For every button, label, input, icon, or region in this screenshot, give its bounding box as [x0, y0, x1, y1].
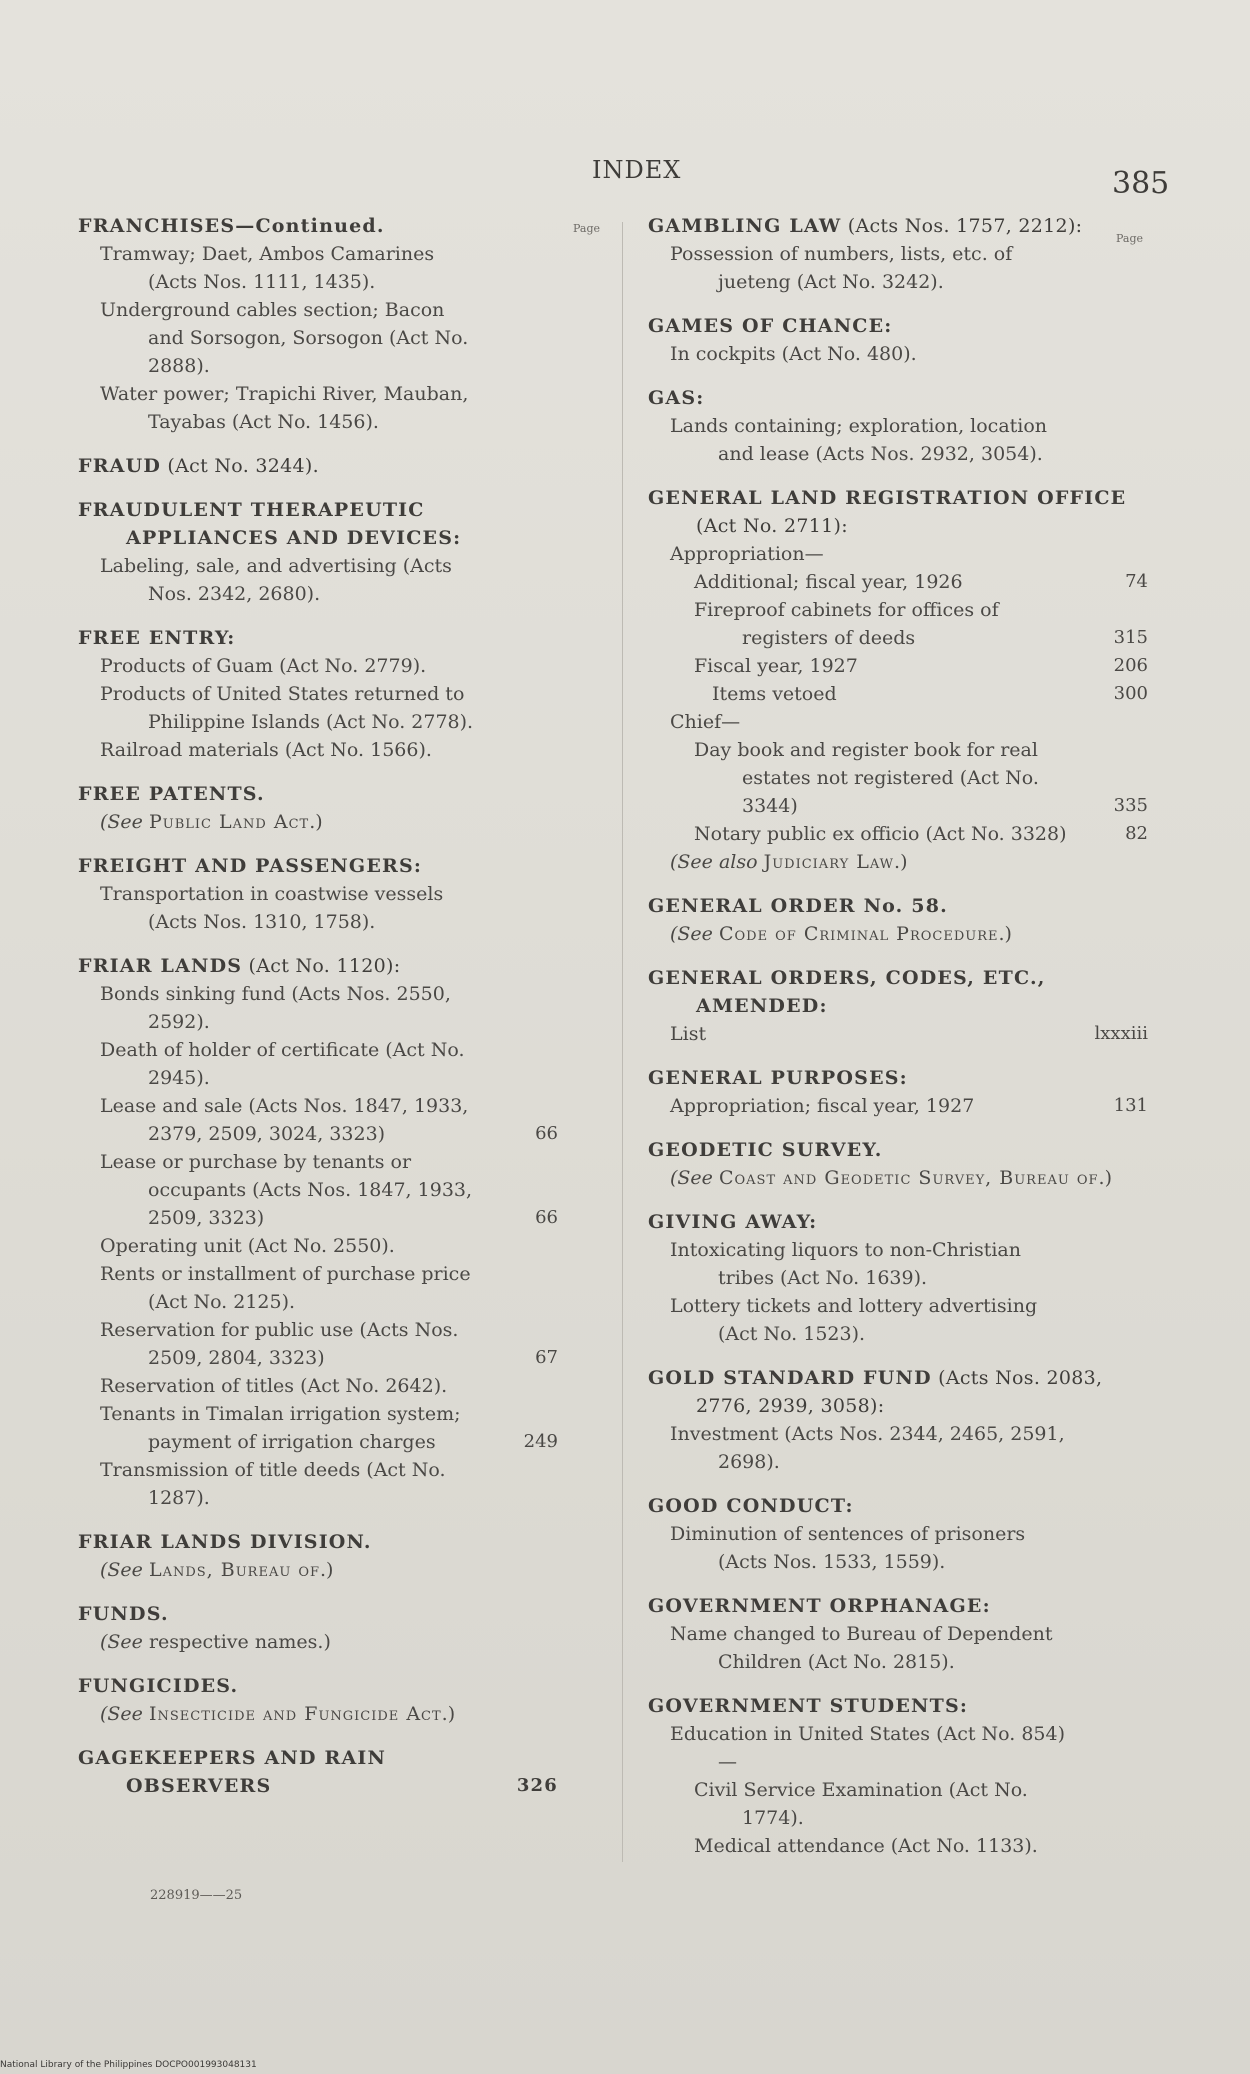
index-column-left [78, 212, 558, 1800]
subentry-line [100, 552, 558, 608]
see-close: .) [894, 851, 908, 873]
heading-text: GAMES OF CHANCE: [648, 315, 893, 337]
subentry-line [100, 736, 558, 764]
subentry-text: Tramway; Daet, Ambos Camarines (Acts Nos. 1111, 1435). [100, 243, 435, 293]
subentry-line [694, 1776, 1148, 1832]
heading-text: GOOD CONDUCT: [648, 1495, 854, 1517]
subentry-text: Transportation in coastwise vessels (Acts Nos. 1310, 1758). [100, 883, 444, 933]
heading-text: FREIGHT AND PASSENGERS: [78, 855, 423, 877]
page-ref: 300 [1113, 683, 1148, 704]
see-reference [670, 920, 1148, 948]
page-ref: 67 [535, 1347, 558, 1368]
index-entry [648, 964, 1148, 1048]
page-ref: 66 [535, 1207, 558, 1228]
see-reference [670, 848, 1148, 876]
subentry-line [100, 1456, 558, 1512]
subentry-text: Items vetoed [712, 683, 837, 705]
subentry-text: List [670, 1023, 707, 1045]
heading-text: FREE ENTRY: [78, 627, 236, 649]
heading-text: GEODETIC SURVEY. [648, 1139, 883, 1161]
subentry-text: Labeling, sale, and advertising (Acts Nos. 2342, 2680). [100, 555, 452, 605]
subentry-line [100, 1036, 558, 1092]
heading-text: FRIAR LANDS [78, 955, 243, 977]
index-entry [78, 1744, 558, 1800]
subentry-text: Death of holder of certificate (Act No. 2945). [100, 1039, 465, 1089]
index-entry [648, 1064, 1148, 1120]
subentry-line [100, 1148, 558, 1232]
subentry-text: Reservation of titles (Act No. 2642). [100, 1375, 448, 1397]
see-close: .) [441, 1703, 456, 1725]
entry-heading [648, 212, 1148, 240]
page-ref: 335 [1113, 795, 1148, 816]
page-ref: 131 [1113, 1095, 1148, 1116]
see-label: (See [100, 1703, 149, 1725]
see-close: .) [309, 811, 323, 833]
subentry-line [100, 1092, 558, 1148]
subentry-text: Appropriation— [670, 543, 824, 565]
see-target: Judiciary Law [763, 851, 895, 873]
entry-heading [648, 1592, 1148, 1620]
subentry-line [100, 680, 558, 736]
subentry-text: Diminution of sentences of prisoners (Acts Nos. 1533, 1559). [670, 1523, 1026, 1573]
subentry-line [694, 820, 1148, 848]
subentry-line [100, 880, 558, 936]
index-column-right [648, 212, 1148, 1860]
index-entry [648, 1364, 1148, 1476]
index-entry [78, 952, 558, 1512]
see-close: respective names.) [148, 1631, 331, 1653]
subentry-text: Education in United States (Act No. 854)— [670, 1723, 1066, 1773]
subentry-text: Additional; fiscal year, 1926 [694, 571, 963, 593]
subentry-text: Day book and register book for real estates not registered (Act No. 3344) [694, 739, 1039, 817]
see-close: .) [320, 1559, 334, 1581]
subentry-line [694, 1832, 1148, 1860]
subentry-text: Civil Service Examination (Act No. 1774). [694, 1779, 1028, 1829]
page-ref: 82 [1125, 823, 1148, 844]
page-number: 385 [1112, 166, 1170, 201]
entry-heading [648, 1208, 1148, 1236]
subentry-text: Medical attendance (Act No. 1133). [694, 1835, 1038, 1857]
subentry-text: Water power; Trapichi River, Mauban, Tayabas (Act No. 1456). [100, 383, 469, 433]
entry-heading [648, 484, 1148, 540]
subentry-text: Railroad materials (Act No. 1566). [100, 739, 432, 761]
heading-text: FREE PATENTS. [78, 783, 265, 805]
see-reference [100, 1700, 558, 1728]
subentry-text: Appropriation; fiscal year, 1927 [670, 1095, 975, 1117]
subentry-line [694, 736, 1148, 820]
heading-text: GENERAL LAND REGISTRATION OFFICE [648, 487, 1127, 509]
index-entry [78, 1528, 558, 1584]
subentry-text: Possession of numbers, lists, etc. of jueteng (Act No. 3242). [670, 243, 1013, 293]
heading-text: GOVERNMENT STUDENTS: [648, 1695, 969, 1717]
subentry-line [670, 1292, 1148, 1348]
entry-heading [648, 312, 1148, 340]
see-target: Code of Criminal Procedure [718, 923, 999, 945]
index-entry [648, 384, 1148, 468]
subentry-line [694, 568, 1148, 596]
page-ref: 206 [1113, 655, 1148, 676]
heading-text: GAS: [648, 387, 705, 409]
subentry-line [670, 1720, 1148, 1776]
subentry-line [100, 240, 558, 296]
page-ref: 74 [1125, 571, 1148, 592]
index-entry [648, 484, 1148, 876]
subentry-line [100, 296, 558, 380]
subentry-line [670, 1420, 1148, 1476]
see-reference [100, 808, 558, 836]
subentry-text: Rents or installment of purchase price (Act No. 2125). [100, 1263, 471, 1313]
entry-heading [78, 624, 558, 652]
subentry-line [694, 652, 1148, 680]
index-entry [648, 1492, 1148, 1576]
page-ref: 315 [1113, 627, 1148, 648]
heading-text: GAGEKEEPERS AND RAIN OBSERVERS [78, 1747, 387, 1797]
index-entry [78, 852, 558, 936]
subentry-line [670, 1620, 1148, 1676]
entry-heading [78, 1600, 558, 1628]
see-label: (See [100, 1559, 149, 1581]
see-target: Public Land Act [148, 811, 310, 833]
entry-heading [78, 1672, 558, 1700]
subentry-text: Lease and sale (Acts Nos. 1847, 1933, 2379, 2509, 3024, 3323) [100, 1095, 469, 1145]
subentry-text: Fiscal year, 1927 [694, 655, 858, 677]
heading-text: FRAUDULENT THERAPEUTIC APPLIANCES AND DEVICES: [78, 499, 462, 549]
heading-rest: (Act No. 1120): [242, 955, 401, 977]
entry-heading [78, 852, 558, 880]
subentry-line [100, 980, 558, 1036]
entry-heading [78, 780, 558, 808]
subentry-text: Bonds sinking fund (Acts Nos. 2550, 2592). [100, 983, 451, 1033]
see-reference [100, 1556, 558, 1584]
entry-heading [648, 892, 1148, 920]
subentry-text: Lands containing; exploration, location and lease (Acts Nos. 2932, 3054). [670, 415, 1048, 465]
see-reference [670, 1164, 1148, 1192]
entry-heading [648, 1136, 1148, 1164]
heading-rest: (Acts Nos. 2083, 2776, 2939, 3058): [696, 1367, 1103, 1417]
subentry-line [100, 652, 558, 680]
see-target: Insecticide and Fungicide Act [148, 1703, 442, 1725]
heading-rest: (Acts Nos. 1757, 2212): [841, 215, 1083, 237]
entry-heading [78, 452, 558, 480]
heading-text: FRAUD [78, 455, 162, 477]
page-ref: 326 [516, 1775, 558, 1796]
heading-text: GOLD STANDARD FUND [648, 1367, 932, 1389]
subentry-line [712, 680, 1148, 708]
subentry-text: In cockpits (Act No. 480). [670, 343, 917, 365]
printer-footnote: 228919——25 [150, 1888, 243, 1903]
subentry-line [670, 240, 1148, 296]
index-entry [648, 312, 1148, 368]
subentry-line [670, 1520, 1148, 1576]
see-label: (See [670, 1167, 719, 1189]
subentry-text: Lease or purchase by tenants or occupants (Acts Nos. 1847, 1933, 2509, 3323) [100, 1151, 473, 1229]
heading-text: FRIAR LANDS DIVISION. [78, 1531, 372, 1553]
heading-text: FUNDS. [78, 1603, 169, 1625]
page-ref: 66 [535, 1123, 558, 1144]
index-entry [78, 1600, 558, 1656]
subentry-text: Products of United States returned to Philippine Islands (Act No. 2778). [100, 683, 474, 733]
subentry-line [670, 1092, 1148, 1120]
entry-heading [648, 1064, 1148, 1092]
subentry-text: Operating unit (Act No. 2550). [100, 1235, 395, 1257]
scan-credit: National Library of the Philippines DOCPO001993048131 [0, 2060, 257, 2070]
index-entry [78, 1672, 558, 1728]
see-close: .) [998, 923, 1012, 945]
subentry-line [100, 1400, 558, 1456]
heading-text: FRANCHISES—Continued. [78, 215, 385, 237]
index-entry [648, 1692, 1148, 1860]
index-entry [78, 212, 558, 436]
entry-heading [648, 384, 1148, 412]
entry-heading [78, 1528, 558, 1556]
subentry-line [670, 412, 1148, 468]
index-entry [78, 452, 558, 480]
index-entry [648, 892, 1148, 948]
subentry-text: Name changed to Bureau of Dependent Children (Act No. 2815). [670, 1623, 1053, 1673]
entry-heading [648, 964, 1148, 1020]
heading-text: GOVERNMENT ORPHANAGE: [648, 1595, 991, 1617]
see-label: (See [100, 811, 149, 833]
see-close: .) [1098, 1167, 1112, 1189]
subentry-line [100, 1232, 558, 1260]
entry-heading [78, 212, 558, 240]
subentry-line [670, 1020, 1148, 1048]
see-reference [100, 1628, 558, 1656]
heading-rest: (Act No. 2711): [696, 515, 848, 537]
heading-text: GENERAL ORDER No. 58. [648, 895, 948, 917]
subentry-line [670, 340, 1148, 368]
subentry-text: Tenants in Timalan irrigation system; payment of irrigation charges [100, 1403, 461, 1453]
see-label: (See [100, 1631, 149, 1653]
subentry-line [694, 596, 1148, 652]
entry-heading [648, 1692, 1148, 1720]
index-entry [648, 212, 1148, 296]
subentry-text: Lottery tickets and lottery advertising (Act No. 1523). [670, 1295, 1038, 1345]
heading-text: GIVING AWAY: [648, 1211, 818, 1233]
index-entry [648, 1208, 1148, 1348]
page-ref: lxxxiii [1094, 1023, 1148, 1044]
entry-heading [78, 496, 558, 552]
heading-text: GENERAL PURPOSES: [648, 1067, 908, 1089]
entry-heading [78, 1744, 558, 1800]
see-target: Lands, Bureau of [148, 1559, 321, 1581]
subentry-line [100, 380, 558, 436]
subentry-text: Fireproof cabinets for offices of registers of deeds [694, 599, 999, 649]
subentry-text: Chief— [670, 711, 741, 733]
subentry-text: Products of Guam (Act No. 2779). [100, 655, 427, 677]
index-entry [648, 1592, 1148, 1676]
heading-text: FUNGICIDES. [78, 1675, 239, 1697]
index-entry [78, 496, 558, 608]
subentry-text: Underground cables section; Bacon and Sorsogon, Sorsogon (Act No. 2888). [100, 299, 469, 377]
subentry-line [670, 1236, 1148, 1292]
heading-text: GAMBLING LAW [648, 215, 842, 237]
entry-heading [648, 1492, 1148, 1520]
column-page-header-right: Page [1116, 232, 1144, 245]
see-target: Coast and Geodetic Survey, Bureau of [718, 1167, 1099, 1189]
page-ref: 249 [523, 1431, 558, 1452]
heading-text: GENERAL ORDERS, CODES, ETC., AMENDED: [648, 967, 1046, 1017]
column-page-header-left: Page [573, 222, 601, 235]
subentry-line [670, 540, 1148, 568]
subentry-line [100, 1372, 558, 1400]
running-head: INDEX [592, 156, 682, 184]
subentry-line [100, 1260, 558, 1316]
subentry-line [670, 708, 1148, 736]
subentry-text: Transmission of title deeds (Act No. 1287). [100, 1459, 446, 1509]
column-divider [622, 222, 623, 1862]
see-label: (See also [670, 851, 764, 873]
subentry-text: Investment (Acts Nos. 2344, 2465, 2591, 2698). [670, 1423, 1065, 1473]
subentry-text: Intoxicating liquors to non-Christian tribes (Act No. 1639). [670, 1239, 1021, 1289]
entry-heading [78, 952, 558, 980]
heading-rest: (Act No. 3244). [161, 455, 319, 477]
index-entry [648, 1136, 1148, 1192]
see-label: (See [670, 923, 719, 945]
entry-heading [648, 1364, 1148, 1420]
subentry-text: Notary public ex officio (Act No. 3328) [694, 823, 1067, 845]
index-entry [78, 624, 558, 764]
subentry-text: Reservation for public use (Acts Nos. 2509, 2804, 3323) [100, 1319, 459, 1369]
subentry-line [100, 1316, 558, 1372]
index-entry [78, 780, 558, 836]
